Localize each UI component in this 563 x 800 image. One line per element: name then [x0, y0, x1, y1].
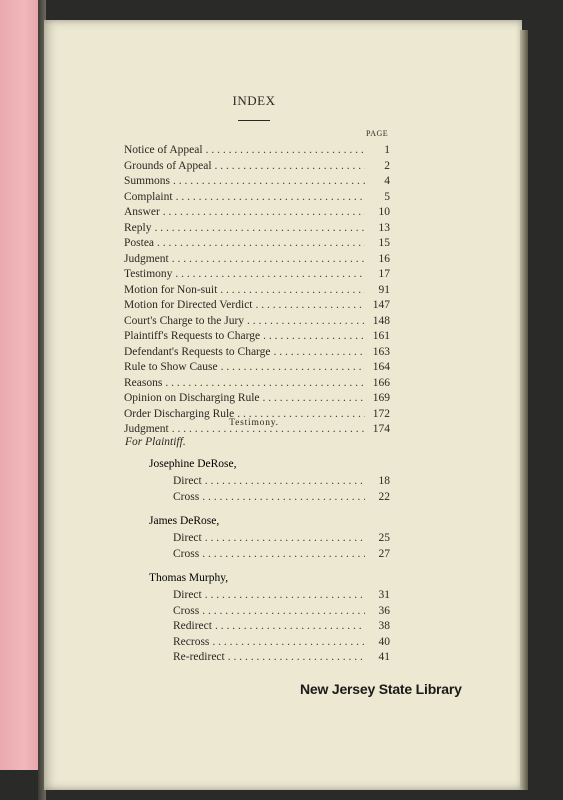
- dot-leader: [205, 474, 365, 488]
- index-entry-page-number: 172: [372, 407, 390, 420]
- testimony-heading: Testimony.: [229, 418, 279, 428]
- index-entry-label: Court's Charge to the Jury: [124, 314, 245, 327]
- index-entry-page-number: 166: [372, 376, 390, 389]
- testimony-entry-label: Redirect: [173, 620, 212, 632]
- index-entry: [124, 267, 390, 281]
- index-entry: [124, 174, 390, 188]
- dot-leader: [247, 314, 365, 328]
- testimony-entry-label: Cross: [173, 547, 200, 560]
- index-entry-page-number: 4: [384, 175, 390, 187]
- index-entry-label: Reasons: [124, 376, 163, 389]
- testimony-entry: [173, 635, 390, 649]
- testimony-entry-label: Re-redirect: [173, 651, 225, 663]
- witness-name: James DeRose,: [149, 515, 220, 527]
- index-entry-label: Answer: [124, 206, 160, 218]
- dot-leader: [202, 604, 365, 618]
- index-entry-page-number: 169: [372, 392, 390, 404]
- library-stamp: New Jersey State Library: [300, 681, 462, 697]
- testimony-entry-label: Cross: [173, 604, 200, 617]
- page-right-edge: [520, 30, 528, 790]
- testimony-entry-label: Direct: [173, 475, 202, 487]
- dot-leader: [205, 588, 365, 602]
- index-entry: [124, 391, 390, 405]
- testimony-entry-page-number: 41: [378, 651, 390, 663]
- dot-leader: [175, 267, 365, 281]
- dot-leader: [172, 252, 365, 266]
- dot-leader: [274, 345, 365, 359]
- index-entry-page-number: 5: [384, 190, 390, 203]
- dot-leader: [228, 650, 365, 664]
- testimony-entry-page-number: 27: [378, 547, 390, 560]
- testimony-entry-page-number: 36: [378, 604, 390, 617]
- testimony-entry-label: Cross: [173, 490, 200, 503]
- index-entry-label: Judgment: [124, 252, 169, 265]
- index-entry: [124, 190, 390, 204]
- index-entry-label: Postea: [124, 237, 155, 249]
- testimony-entry: [173, 619, 390, 633]
- dot-leader: [256, 298, 366, 312]
- title-divider: [238, 120, 270, 121]
- testimony-entry-page-number: 40: [378, 635, 390, 648]
- index-entry-page-number: 147: [372, 299, 390, 311]
- dot-leader: [206, 143, 365, 157]
- dot-leader: [202, 490, 365, 504]
- previous-page-edge: [0, 0, 40, 770]
- index-entry: [124, 283, 390, 297]
- testimony-entry-label: Direct: [173, 589, 202, 601]
- index-entry: [124, 314, 390, 328]
- index-entry-label: Motion for Directed Verdict: [124, 299, 253, 311]
- index-entry: [124, 236, 390, 250]
- dot-leader: [163, 205, 365, 219]
- dot-leader: [263, 329, 365, 343]
- index-entry-label: Opinion on Discharging Rule: [124, 392, 260, 404]
- dot-leader: [154, 221, 365, 235]
- index-entry: [124, 345, 390, 359]
- index-entry-label: Summons: [124, 175, 171, 187]
- index-entry-label: Plaintiff's Requests to Charge: [124, 330, 261, 342]
- index-entry-page-number: 148: [372, 314, 390, 327]
- index-entry: [124, 298, 390, 312]
- dot-leader: [220, 283, 365, 297]
- index-entry-page-number: 164: [372, 361, 390, 373]
- index-entry-page-number: 161: [372, 330, 390, 342]
- index-entry-label: Order Discharging Rule: [124, 407, 235, 420]
- index-entry-page-number: 174: [372, 423, 390, 435]
- testimony-entry: [173, 474, 390, 488]
- index-entry-page-number: 10: [378, 206, 390, 218]
- dot-leader: [215, 619, 365, 633]
- testimony-entry: [173, 650, 390, 664]
- index-entry-page-number: 91: [378, 283, 390, 296]
- dot-leader: [205, 531, 365, 545]
- testimony-entry-page-number: 31: [378, 589, 390, 601]
- dot-leader: [202, 547, 365, 561]
- index-entry-page-number: 2: [384, 159, 390, 172]
- index-entry-label: Grounds of Appeal: [124, 159, 212, 172]
- testimony-entry: [173, 490, 390, 504]
- dot-leader: [212, 635, 365, 649]
- index-entry-page-number: 13: [378, 221, 390, 234]
- testimony-entry-page-number: 18: [378, 475, 390, 487]
- index-entry-label: Motion for Non-suit: [124, 283, 218, 296]
- testimony-entry: [173, 588, 390, 602]
- index-entry: [124, 221, 390, 235]
- index-entry: [124, 329, 390, 343]
- index-entry: [124, 360, 390, 374]
- index-entry: [124, 143, 390, 157]
- index-entry-label: Rule to Show Cause: [124, 361, 218, 373]
- index-entry-label: Reply: [124, 221, 152, 234]
- index-entry-label: Judgment: [124, 423, 169, 435]
- testimony-entry: [173, 604, 390, 618]
- index-entry-page-number: 15: [378, 237, 390, 249]
- index-entry-label: Defendant's Requests to Charge: [124, 345, 271, 358]
- testimony-entry-label: Recross: [173, 635, 210, 648]
- dot-leader: [173, 174, 365, 188]
- testimony-entry-page-number: 25: [378, 532, 390, 544]
- testimony-entry-page-number: 22: [378, 490, 390, 503]
- index-entry-label: Testimony: [124, 268, 173, 280]
- witness-name: Josephine DeRose,: [149, 458, 237, 470]
- dot-leader: [157, 236, 365, 250]
- index-entry: [124, 159, 390, 173]
- testimony-entry: [173, 547, 390, 561]
- page-column-label: PAGE: [366, 129, 389, 138]
- dot-leader: [221, 360, 365, 374]
- index-title: INDEX: [232, 93, 276, 108]
- testimony-entry: [173, 531, 390, 545]
- index-entry-page-number: 163: [372, 345, 390, 358]
- index-entry: [124, 252, 390, 266]
- dot-leader: [176, 190, 365, 204]
- index-entry-page-number: 16: [378, 252, 390, 265]
- index-entry-page-number: 17: [378, 268, 390, 280]
- testimony-entry-label: Direct: [173, 532, 202, 544]
- index-entry: [124, 376, 390, 390]
- document-page: [44, 20, 522, 790]
- plaintiff-heading: For Plaintiff.: [125, 436, 186, 448]
- index-entry-label: Notice of Appeal: [124, 144, 203, 156]
- index-entry-page-number: 1: [384, 144, 390, 156]
- dot-leader: [263, 391, 365, 405]
- index-entry-label: Complaint: [124, 190, 173, 203]
- testimony-entry-page-number: 38: [378, 620, 390, 632]
- witness-name: Thomas Murphy,: [149, 572, 229, 584]
- dot-leader: [215, 159, 365, 173]
- index-entry: [124, 205, 390, 219]
- dot-leader: [165, 376, 365, 390]
